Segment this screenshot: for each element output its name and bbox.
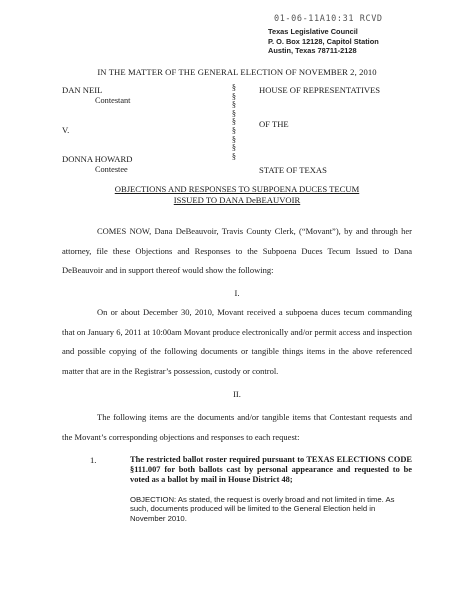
section-symbol-column: § § § § § § § § § [231,83,237,161]
document-title-line-1: OBJECTIONS AND RESPONSES TO SUBPOENA DUCES TECUM [114,184,360,194]
case-caption-title: IN THE MATTER OF THE GENERAL ELECTION OF NOVEMBER 2, 2010 [97,67,377,77]
contestee-role: Contestee [95,165,128,174]
received-stamp: 01-06-11A10:31 RCVD [274,14,383,24]
address-block [268,27,468,56]
item-1-objection: OBJECTION: As stated, the request is overly broad and not limited in time. As such, documents produced will be limited to the General Election held in November 2010. [130,495,395,523]
contestant-role: Contestant [95,96,131,105]
item-1-request: The restricted ballot roster required pursuant to TEXAS ELECTIONS CODE §111.007 for both ballots cast by personal appearance and requested to be voted as a ballot by mail in House District 48; [130,455,412,485]
org-name: Texas Legislative Council [268,27,358,36]
item-1-number: 1. [90,455,97,465]
po-box: P. O. Box 12128, Capitol Station [268,36,379,46]
contestant-name: DAN NEIL [62,85,103,95]
document-title-line-2: ISSUED TO DANA DeBEAUVOIR [173,195,301,205]
section-1-numeral: I. [234,288,240,298]
of-the: OF THE [259,119,289,129]
versus-label: V. [62,125,70,135]
section-2-numeral: II. [233,389,241,399]
contestee-name: DONNA HOWARD [62,154,133,164]
house-of-representatives: HOUSE OF REPRESENTATIVES [259,85,381,95]
intro-paragraph: COMES NOW, Dana DeBeauvoir, Travis County Clerk, (“Movant”), by and through her attorney, file these Objections and Responses to the Subpoena Duces Tecum Issued to Dana DeBeauvoir and in support thereof would show the following: [62,226,412,275]
state-of-texas: STATE OF TEXAS [259,165,327,175]
section-2-paragraph: The following items are the documents and/or tangible items that Contestant requests and the Movant’s corresponding objections and responses to each request: [62,412,412,442]
section-1-paragraph: On or about December 30, 2010, Movant received a subpoena duces tecum commanding that on January 6, 2011 at 10:00am Movant produce electronically and/or permit access and inspection and possible copying of the following documents or tangible things items in the above referenced matter that are in the Registrar’s possession, custody or control. [62,307,412,376]
city-line: Austin, Texas 78711-2128 [268,46,357,56]
